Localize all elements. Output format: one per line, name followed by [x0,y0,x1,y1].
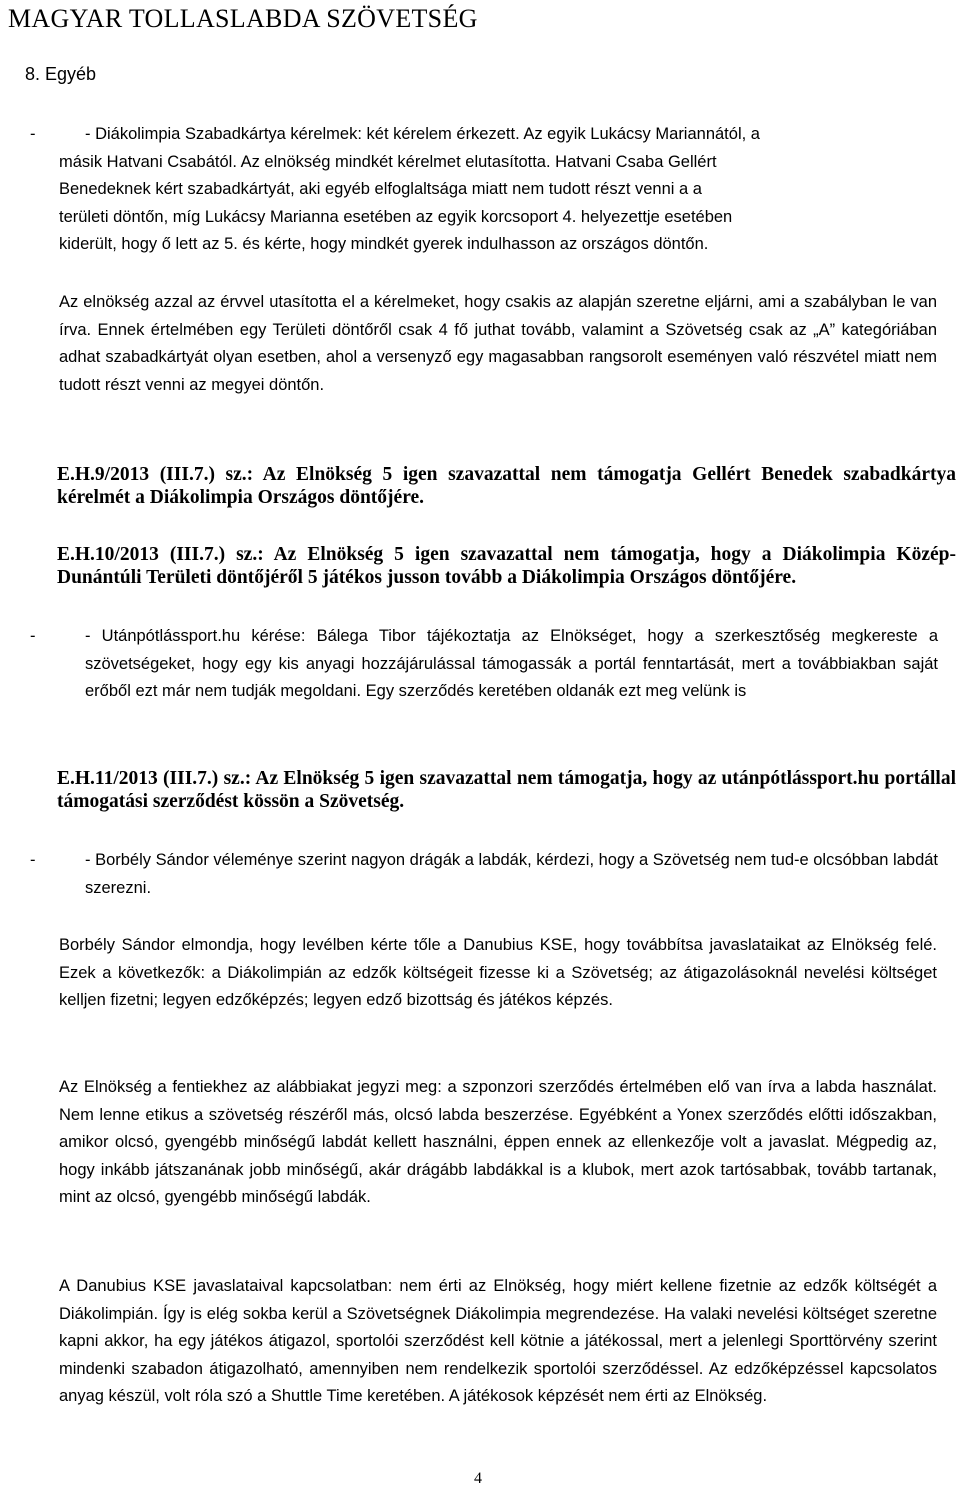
item3-paragraph-elnokseg: Az Elnökség a fentiekhez az alábbiakat jegyzi meg: a szponzori szerződés értelmében elő van írva a labda használat. Nem lenne etikus a szövetség részéről más, olcsó labda beszerzése. Egyébként a Yonex szerződés előtti időszakban, amikor olcsó, gyengébb minőségű labdát kellett használni, éppen ennek az ellenkezője volt a javaslat. Mégpedig az, hogy inkább játszanának jobb minőségű, akár drágább labdákkal is a klubok, mert azok tartósabbak, tovább tartanak, mint az olcsó, gyengébb minőségű labdák. [59,1078,937,1206]
bullet-row [30,121,956,149]
decision-eh-10: E.H.10/2013 (III.7.) sz.: Az Elnökség 5 igen szavazattal nem támogatja, hogy a Diákolimpia Közép-Dunántúli Területi döntőjéről 5 játékos jusson tovább a Diákolimpia Országos döntőjére. [57,544,956,588]
item3-paragraph-javaslatok: A Danubius KSE javaslataival kapcsolatban: nem érti az Elnökség, hogy miért kellene fizetnie az edzők költségét a Diákolimpián. Így is elég sokba kerül a Szövetségnek Diákolimpia megrendezése. Ha valaki nevelési költséget szeretne kapni akkor, ha egy játékos átigazol, sportolói szerződést kell kötnie a játékossal, mert a jelenlegi Sporttörvény szerint mindenki szabadon átigazolható, amennyiben nem rendelkezik sportolói szerződéssel. Az edzőképzéssel kapcsolatos anyag készül, volt róla szó a Shuttle Time keretében. A játékosok képzését nem érti az Elnökség. [59,1277,937,1405]
item3-paragraph-danubius: Borbély Sándor elmondja, hogy levélben kérte tőle a Danubius KSE, hogy továbbítsa javaslataikat az Elnökség felé. Ezek a következők: a Diákolimpián az edzők költségeit fizesse ki a Szövetség; az átigazolásoknál nevelési költséget kelljen fizetni; legyen edzőképzés; legyen edző bizottság és játékos képzés. [59,936,937,1009]
agenda-item-utanpotlassport [30,623,938,706]
bullet-text: - Utánpótlássport.hu kérése: Bálega Tibor tájékoztatja az Elnökséget, hogy a szerkesztőség megkereste a szövetségeket, hogy egy kis anyagi hozzájárulással támogassák a portál fenntartását, mert a továbbiakban saját erőből ezt már nem tudják megoldani. Egy szerződés keretében oldanák ezt meg velünk is [85,627,938,700]
bullet-dash: - [30,125,36,143]
page-number: 4 [474,1470,482,1487]
section-title: 8. Egyéb [25,64,97,84]
bullet-row [30,623,938,706]
text-line: kiderült, hogy ő lett az 5. és kérte, hogy mindkét gyerek indulhasson az országos döntőn. [59,235,709,253]
agenda-item-diakolimpia [30,121,956,259]
bullet-text [85,121,956,149]
decision-eh-9: E.H.9/2013 (III.7.) sz.: Az Elnökség 5 igen szavazattal nem támogatja Gellért Benedek szabadkártya kérelmét a Diákolimpia Országos döntőjére. [57,464,956,508]
item1-paragraph: Az elnökség azzal az érvvel utasította el a kérelmeket, hogy csakis az alapján szeretne eljárni, ami a szabályban le van írva. Ennek értelmében egy Területi döntőről csak 4 fő juthat tovább, valamint a Szövetség csak az „A” kategóriában adhat szabadkártyát olyan esetben, ahol a versenyző egy magasabban rangsorolt eseményen való részvétel miatt nem tudott részt venni az megyei döntőn. [59,293,937,394]
text-line: Benedeknek kért szabadkártyát, aki egyéb elfoglaltsága miatt nem tudott részt venni a a [59,180,702,198]
bullet-dash: - [30,627,36,645]
document-header: MAGYAR TOLLASLABDA SZÖVETSÉG [8,4,478,33]
bullet-dash: - [30,851,36,869]
item-continuation [59,149,956,259]
agenda-item-labdak [30,847,938,902]
text-line: másik Hatvani Csabától. Az elnökség mindkét kérelmet elutasította. Hatvani Csaba Gellért [59,152,717,171]
text-line: területi döntőn, míg Lukácsy Marianna esetében az egyik korcsoport 4. helyezettje esetében [59,207,733,226]
text-line: - Diákolimpia Szabadkártya kérelmek: két kérelem érkezett. Az egyik Lukácsy Mariannától, a [85,125,760,143]
bullet-text: - Borbély Sándor véleménye szerint nagyon drágák a labdák, kérdezi, hogy a Szövetség nem tud-e olcsóbban labdát szerezni. [85,851,939,897]
bullet-row [30,847,938,902]
decision-eh-11: E.H.11/2013 (III.7.) sz.: Az Elnökség 5 igen szavazattal nem támogatja, hogy az utánpótlássport.hu portállal támogatási szerződést kössön a Szövetség. [57,768,956,812]
